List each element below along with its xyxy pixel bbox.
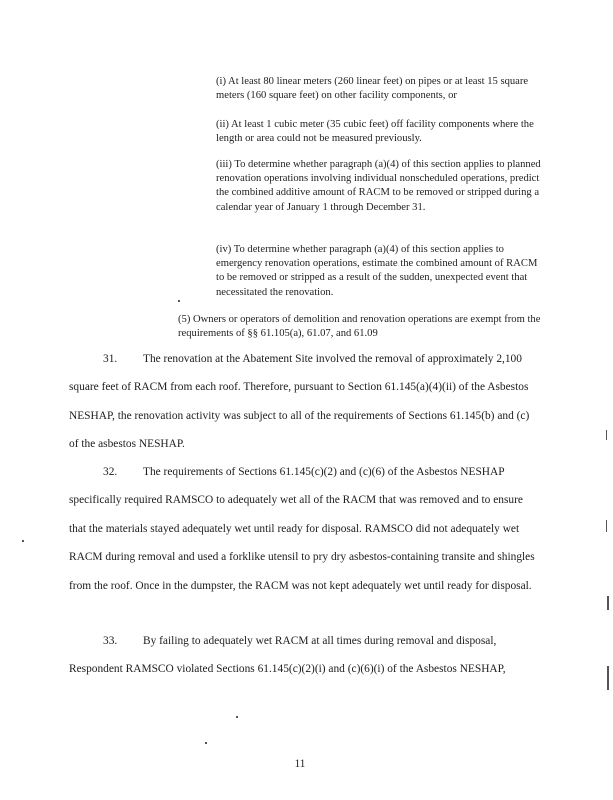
scan-edge-mark xyxy=(607,596,609,610)
quoted-item-i-text: (i) At least 80 linear meters (260 linear feet) on pipes or at least 15 square meters (160 square feet) on other facility components, or xyxy=(216,76,529,102)
quoted-item-5 xyxy=(178,313,546,341)
scan-edge-mark xyxy=(606,520,607,532)
scan-edge-mark xyxy=(607,666,609,690)
paragraph-32-text: The requirements of Sections 61.145(c)(2) and (c)(6) of the Asbestos NESHAP specifically required RAMSCO to adequately wet all of the RACM that was removed and to ensure that the materials stayed adequately wet until ready for disposal. RAMSCO did not adequately wet RACM during removal and used a forklike utensil to pry dry asbestos-containing transite and shingles from the roof. Once in the dumpster, the RACM was not kept adequately wet until ready for disposal. xyxy=(69,466,535,592)
paragraph-31-number: 31. xyxy=(103,353,118,365)
scan-speck xyxy=(22,540,24,542)
quoted-item-iv-text: (iv) To determine whether paragraph (a)(4) of this section applies to emergency renovation operations, estimate the combined amount of RACM to be removed or stripped as a result of the sudden, unexpected event that necessitated the renovation. xyxy=(216,244,538,298)
paragraph-31-text: The renovation at the Abatement Site involved the removal of approximately 2,100 square feet of RACM from each roof. Therefore, pursuant to Section 61.145(a)(4)(ii) of the Asbestos NESHAP, the renovation activity was subject to all of the requirements of Sections 61.145(b) and (c) of the asbestos NESHAP. xyxy=(69,353,530,451)
quoted-item-ii-text: (ii) At least 1 cubic meter (35 cubic feet) off facility components where the length or area could not be measured previously. xyxy=(216,119,534,145)
scan-speck xyxy=(236,716,238,718)
quoted-item-iii xyxy=(216,158,546,215)
paragraph-32-number: 32. xyxy=(103,466,118,478)
paragraph-33-text: By failing to adequately wet RACM at all times during removal and disposal, Respondent RAMSCO violated Sections 61.145(c)(2)(i) and (c)(6)(i) of the Asbestos NESHAP, xyxy=(69,635,506,676)
quoted-item-5-text: (5) Owners or operators of demolition and renovation operations are exempt from the requirements of §§ 61.105(a), 61.07, and 61.09 xyxy=(178,314,541,340)
paragraph-33-number: 33. xyxy=(103,635,118,647)
paragraph-33 xyxy=(69,627,541,684)
quoted-item-i xyxy=(216,75,546,103)
page-number: 11 xyxy=(294,758,306,770)
quoted-item-ii xyxy=(216,118,546,146)
scan-edge-mark xyxy=(606,430,607,440)
scan-speck xyxy=(205,742,207,744)
quoted-item-iv xyxy=(216,243,546,300)
scan-speck xyxy=(178,300,180,302)
paragraph-32 xyxy=(69,458,541,600)
paragraph-31 xyxy=(69,345,541,459)
quoted-item-iii-text: (iii) To determine whether paragraph (a)(4) of this section applies to planned renovation operations involving individual nonscheduled operations, predict the combined additive amount of RACM to be removed or stripped during a calendar year of January 1 through December 31. xyxy=(216,159,541,213)
